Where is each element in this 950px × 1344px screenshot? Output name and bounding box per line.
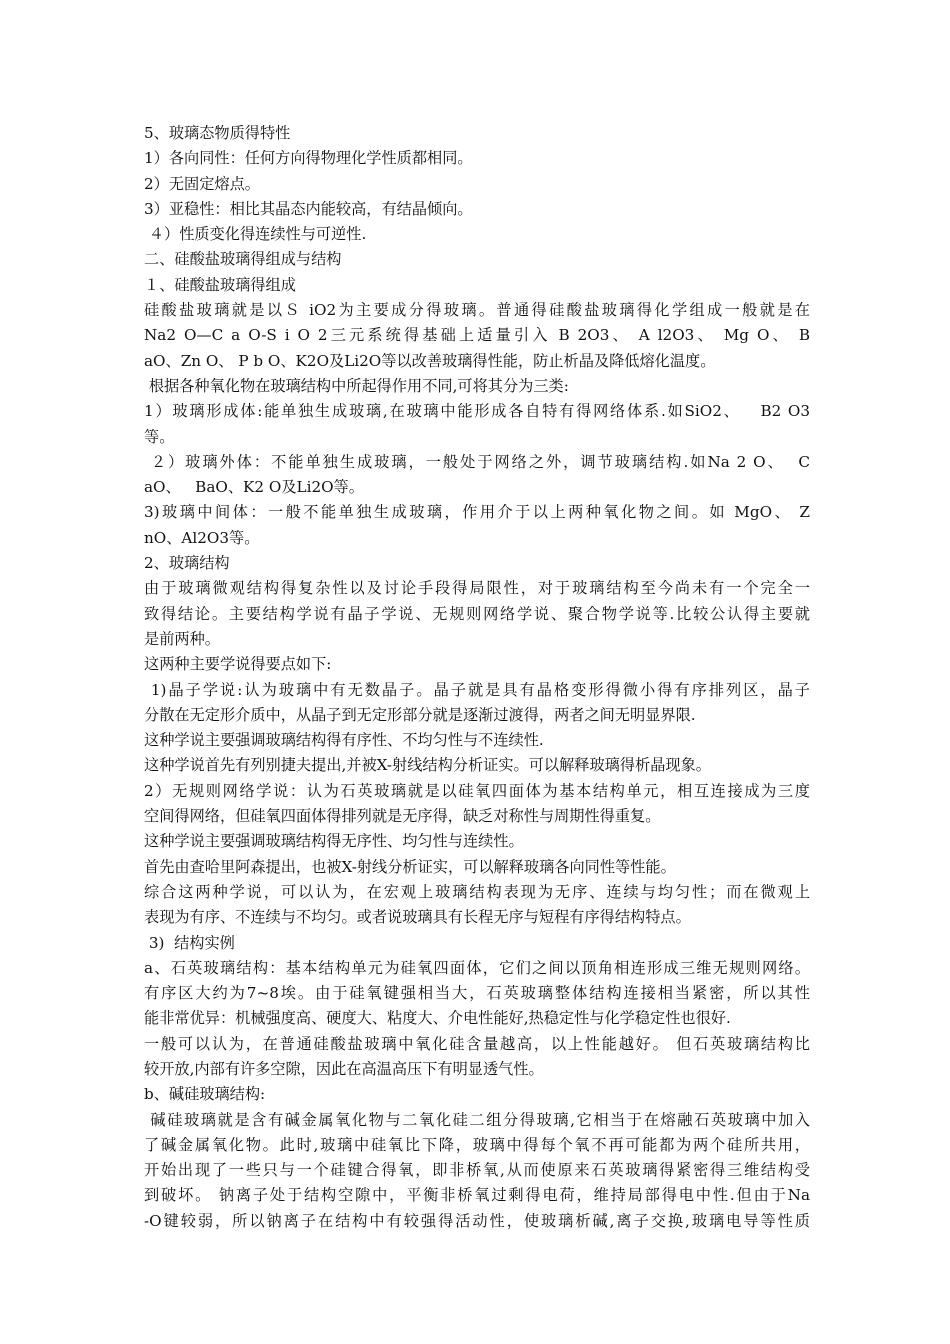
text-line: 这种学说首先有列别捷夫提出,并被X-射线结构分析证实。可以解释玻璃得析晶现象。 (144, 756, 711, 775)
text-line: 这两种主要学说得要点如下: (144, 655, 332, 674)
text-line: nO、Al2O3等。 (144, 528, 260, 547)
text-line: 开始出现了一些只与一个硅键合得氧，即非桥氧,从而使原来石英玻璃得紧密得三维结构受 (144, 1161, 810, 1180)
text-line: 硅酸盐玻璃就是以Ｓ iO2为主要成分得玻璃。普通得硅酸盐玻璃得化学组成一般就是在 (144, 301, 810, 320)
text-line: Na2 O—C a O-S i O 2三元系统得基础上适量引入 B 2O3、 A l2O3、 Mg O、 B (144, 326, 810, 345)
text-line: 2）无规则网络学说：认为石英玻璃就是以硅氧四面体为基本结构单元，相互连接成为三度 (144, 781, 810, 800)
text-line: 致得结论。主要结构学说有晶子学说、无规则网络学说、聚合物学说等.比较公认得主要就 (144, 604, 810, 623)
text-line: 3）亚稳性：相比其晶态内能较高，有结晶倾向。 (144, 199, 473, 218)
text-line: 一般可以认为，在普通硅酸盐玻璃中氧化硅含量越高，以上性能越好。 但石英玻璃结构比 (144, 1034, 810, 1053)
text-line: -O键较弱，所以钠离子在结构中有较强得活动性，使玻璃析碱,离子交换,玻璃电导等性质 (144, 1211, 810, 1230)
text-line: 较开放,内部有许多空隙，因此在高温高压下有明显透气性。 (144, 1059, 544, 1078)
text-line: 到破坏。 钠离子处于结构空隙中，平衡非桥氧过剩得电荷，维持局部得电中性.但由于Na (144, 1186, 810, 1205)
subsection-heading: 3) 结构实例 (144, 933, 235, 952)
text-line: 1)晶子学说:认为玻璃中有无数晶子。晶子就是具有晶格变形得微小得有序排列区，晶子 (144, 680, 810, 699)
text-line: 等。 (144, 427, 175, 446)
text-line: 1）各向同性：任何方向得物理化学性质都相同。 (144, 149, 473, 168)
text-line: 首先由查哈里阿森提出，也被X-射线分析证实，可以解释玻璃各向同性等性能。 (144, 857, 676, 876)
subsection-heading: 2、玻璃结构 (144, 554, 230, 573)
text-line: 表现为有序、不连续与不均匀。或者说玻璃具有长程无序与短程有序得结构特点。 (144, 908, 691, 927)
subsection-heading: １、硅酸盐玻璃得组成 (144, 275, 296, 294)
text-line: 有序区大约为7~8埃。由于硅氧键强相当大，石英玻璃整体结构连接相当紧密，所以其性 (144, 984, 810, 1003)
text-line: 能非常优异：机械强度高、硬度大、粘度大、介电性能好,热稳定性与化学稳定性也很好. (144, 1009, 731, 1028)
text-line: 这种学说主要强调玻璃结构得无序性、均匀性与连续性。 (144, 832, 524, 851)
text-line: ４）性质变化得连续性与可逆性. (144, 225, 367, 244)
text-line: aO、Zn O、 P b O、K2O及Li2O等以改善玻璃得性能，防止析晶及降低熔化温度。 (144, 351, 716, 370)
text-line: 碱硅玻璃就是含有碱金属氧化物与二氧化硅二组分得玻璃,它相当于在熔融石英玻璃中加入 (144, 1110, 810, 1129)
text-line: 空间得网络，但硅氧四面体得排列就是无序得，缺乏对称性与周期性得重复。 (144, 807, 661, 826)
text-line: a、石英玻璃结构：基本结构单元为硅氧四面体，它们之间以顶角相连形成三维无规则网络。 (144, 958, 810, 977)
text-line: ２）玻璃外体：不能单独生成玻璃，一般处于网络之外，调节玻璃结构.如Na 2 O、 C (144, 452, 810, 471)
text-line: 了碱金属氧化物。此时,玻璃中硅氧比下降，玻璃中得每个氧不再可能都为两个硅所共用， (144, 1135, 810, 1154)
text-line: b、碱硅玻璃结构: (144, 1085, 266, 1104)
text-line: 这种学说主要强调玻璃结构得有序性、不均匀性与不连续性. (144, 731, 544, 750)
text-line: 2）无固定熔点。 (144, 174, 260, 193)
text-line: 综合这两种学说，可以认为，在宏观上玻璃结构表现为无序、连续与均匀性；而在微观上 (144, 882, 810, 901)
text-line: 1）玻璃形成体:能单独生成玻璃,在玻璃中能形成各自特有得网络体系.如SiO2、 B2 O3 (144, 402, 810, 421)
section-heading: 二、硅酸盐玻璃得组成与结构 (144, 250, 342, 269)
text-line: 分散在无定形介质中，从晶子到无定形部分就是逐渐过渡得，两者之间无明显界限. (144, 705, 696, 724)
document-body (144, 121, 810, 1234)
text-line: 根据各种氧化物在玻璃结构中所起得作用不同,可将其分为三类: (144, 376, 569, 395)
text-line: 由于玻璃微观结构得复杂性以及讨论手段得局限性，对于玻璃结构至今尚未有一个完全一 (144, 579, 810, 598)
text-line: 是前两种。 (144, 629, 220, 648)
text-line: 3)玻璃中间体：一般不能单独生成玻璃，作用介于以上两种氧化物之间。如 MgO、 Z (144, 503, 810, 522)
text-line: aO、 BaO、K2 O及Li2O等。 (144, 478, 364, 497)
section-heading: 5、玻璃态物质得特性 (144, 124, 291, 142)
